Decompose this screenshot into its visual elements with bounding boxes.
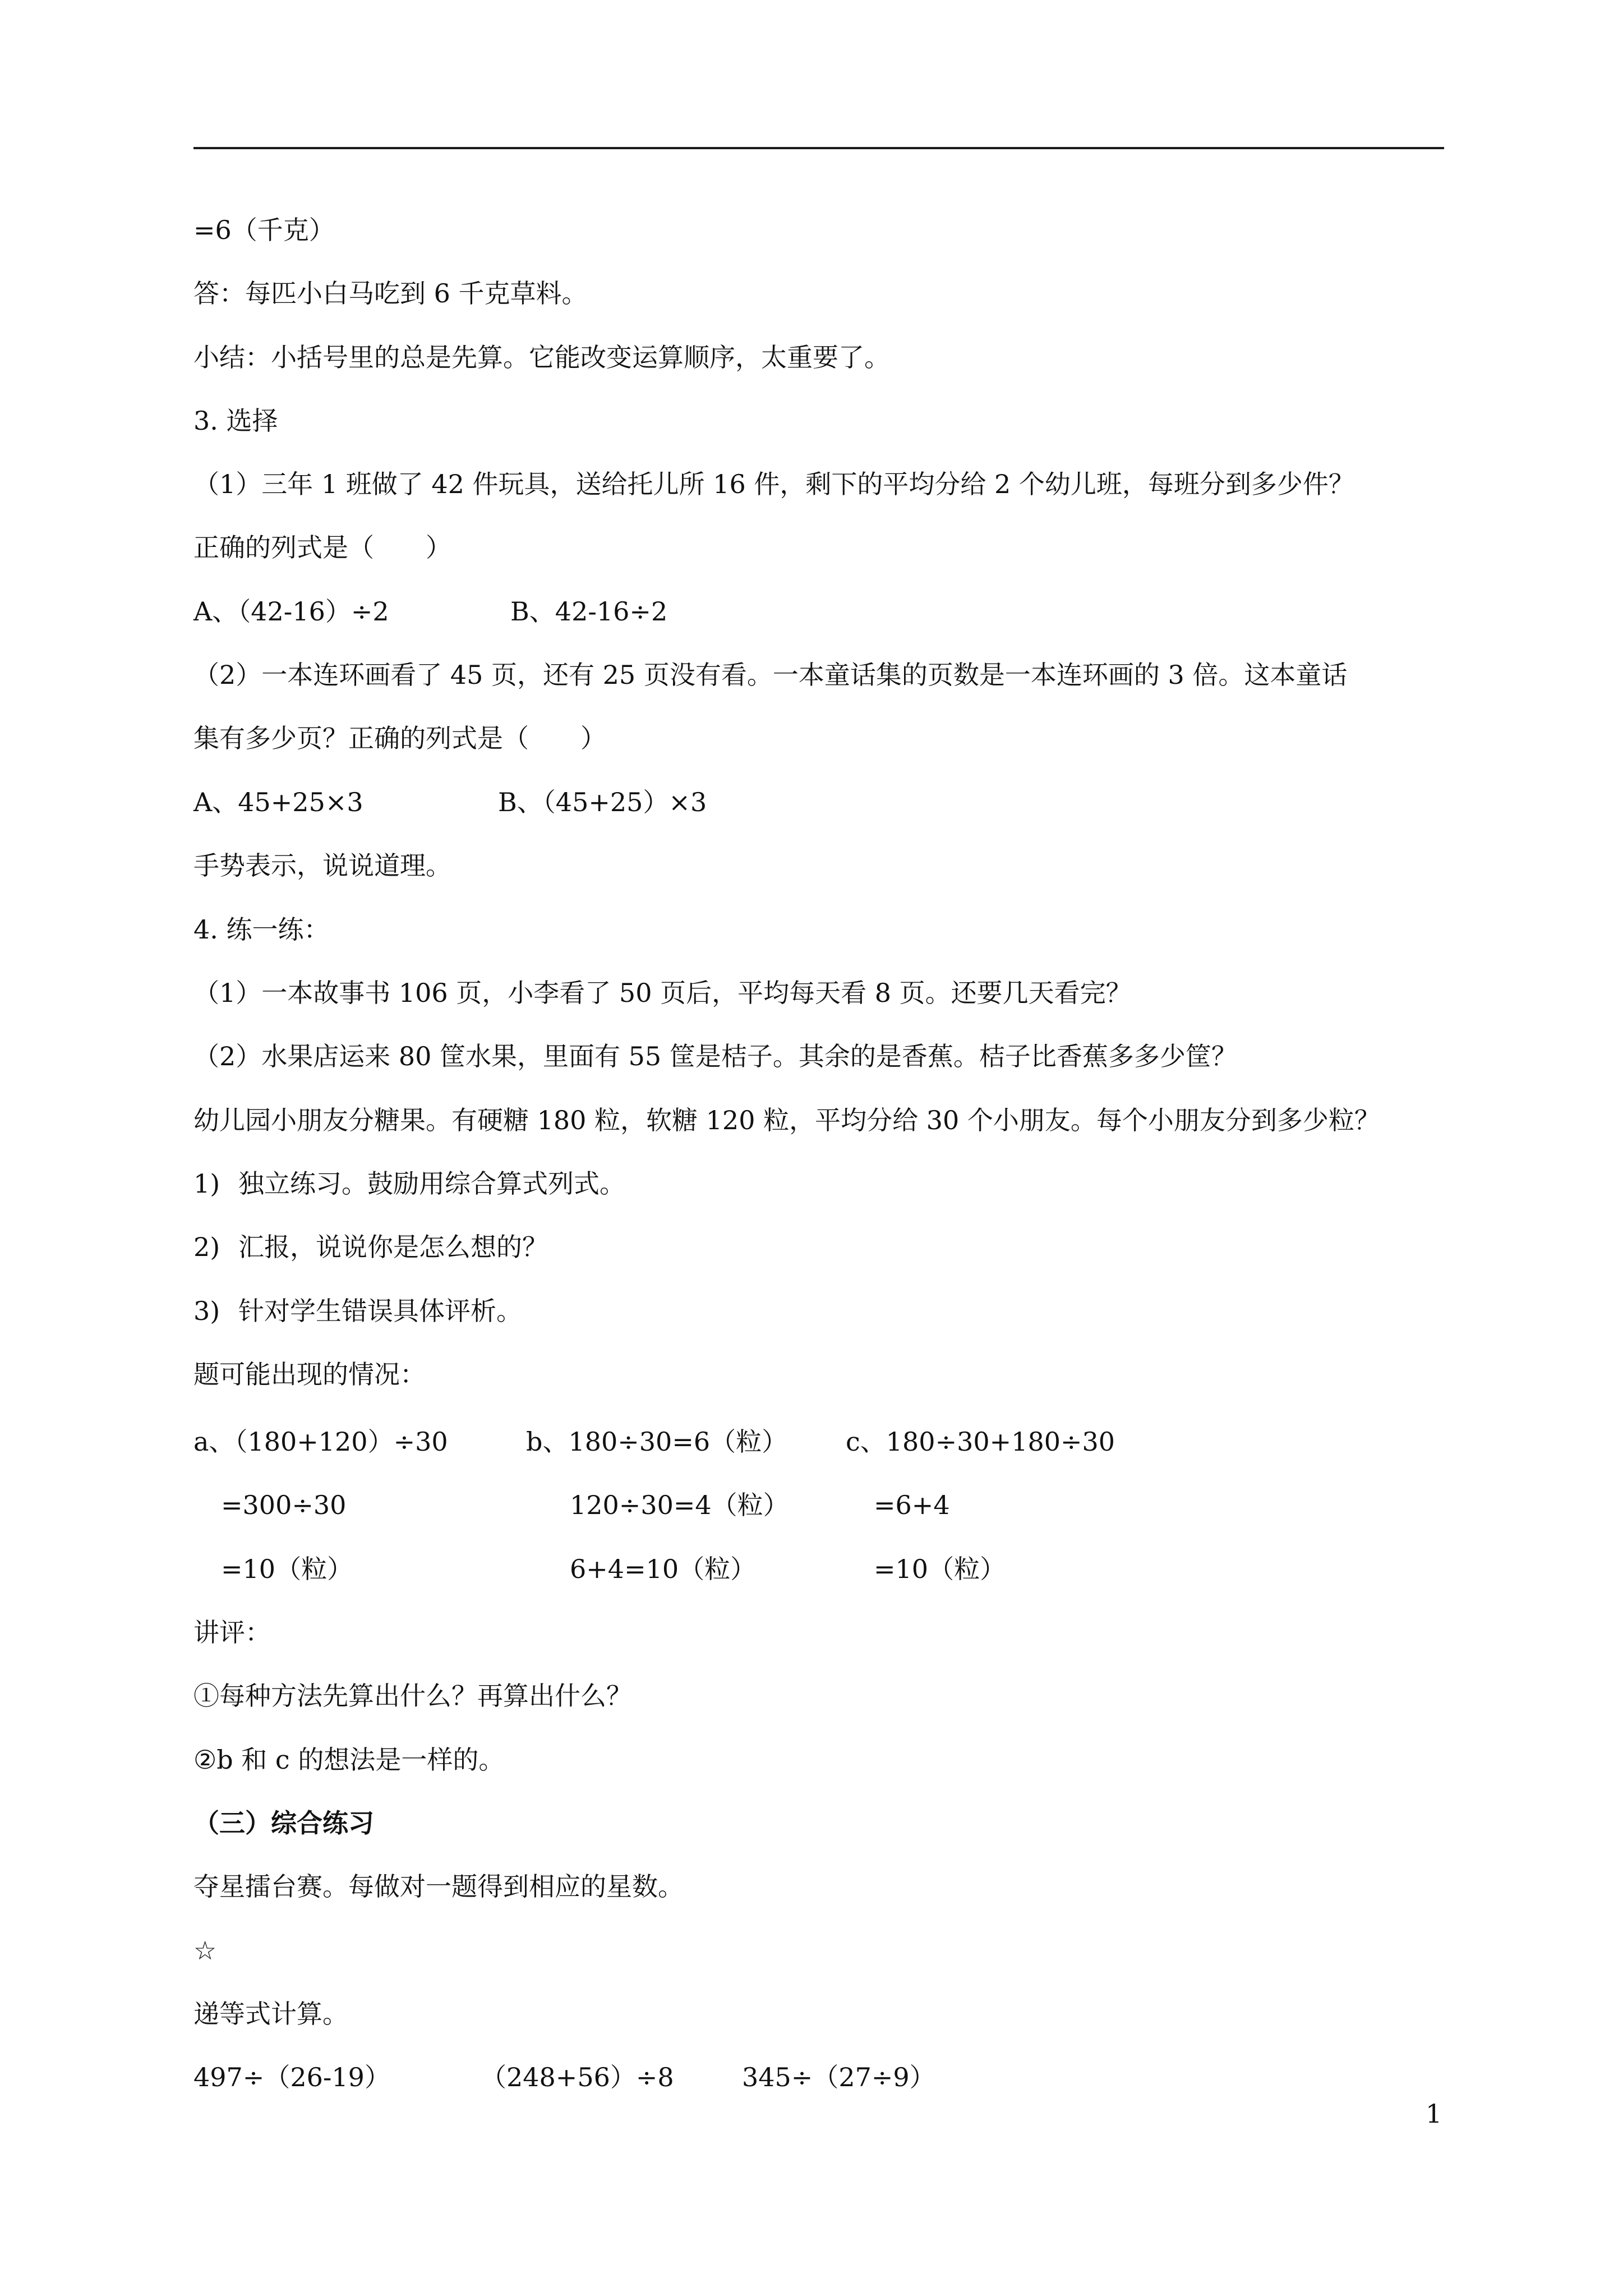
list-item-number: 2) <box>193 1232 220 1262</box>
calc-a-line2: =300÷30 <box>221 1490 347 1520</box>
text-line: =6（千克） <box>193 215 335 245</box>
list-item-number: 3) <box>193 1296 220 1326</box>
list-item-number: 1) <box>193 1168 220 1199</box>
question-text: 正确的列式是（ ） <box>193 532 451 563</box>
text-line: ①每种方法先算出什么？再算出什么？ <box>193 1681 632 1711</box>
list-item-text: 独立练习。鼓励用综合算式列式。 <box>238 1168 625 1199</box>
option-a: A、45+25×3 <box>193 787 363 817</box>
list-item <box>193 1230 548 1264</box>
text-line: 夺星擂台赛。每做对一题得到相应的星数。 <box>193 1871 684 1902</box>
section-heading: （三）综合练习 <box>193 1808 374 1838</box>
text-line: 讲评： <box>193 1617 271 1648</box>
page-number: 1 <box>1426 2099 1442 2129</box>
calc-c-line1: c、180÷30+180÷30 <box>846 1427 1115 1457</box>
list-item-text: 针对学生错误具体评析。 <box>238 1296 522 1326</box>
text-line: 递等式计算。 <box>193 1999 348 2029</box>
section-heading: 4. 练一练： <box>193 914 330 945</box>
calc-b-line3: 6+4=10（粒） <box>570 1554 757 1584</box>
option-a: A、（42-16）÷2 <box>193 596 389 627</box>
expression-2: （248+56）÷8 <box>481 2062 674 2092</box>
calc-b-line1: b、180÷30=6（粒） <box>526 1427 788 1457</box>
calc-a-line1: a、（180+120）÷30 <box>193 1427 448 1457</box>
star-icon: ☆ <box>193 1935 217 1966</box>
exercise-text: （1）一本故事书 106 页，小李看了 50 页后，平均每天看 8 页。还要几天看完？ <box>193 978 1132 1008</box>
exercise-text: 幼儿园小朋友分糖果。有硬糖 180 粒，软糖 120 粒，平均分给 30 个小朋友。每个小朋友分到多少粒？ <box>193 1105 1380 1135</box>
exercise-text: （2）水果店运来 80 筐水果，里面有 55 筐是桔子。其余的是香蕉。桔子比香蕉多多少筐？ <box>193 1041 1237 1071</box>
text-line: ②b 和 c 的想法是一样的。 <box>193 1745 505 1775</box>
list-item <box>193 1294 522 1328</box>
question-text: （1）三年 1 班做了 42 件玩具，送给托儿所 16 件，剩下的平均分给 2 个幼儿班，每班分到多少件？ <box>193 469 1354 499</box>
option-b: B、（45+25）×3 <box>498 787 707 817</box>
expression-1: 497÷（26-19） <box>193 2062 390 2092</box>
calc-a-line3: =10（粒） <box>221 1554 353 1584</box>
calc-b-line2: 120÷30=4（粒） <box>570 1490 789 1520</box>
question-text: 集有多少页？正确的列式是（ ） <box>193 723 606 753</box>
expression-3: 345÷（27÷9） <box>742 2062 935 2092</box>
list-item-text: 汇报，说说你是怎么想的？ <box>238 1232 548 1262</box>
text-line: 答：每匹小白马吃到 6 千克草料。 <box>193 278 588 309</box>
question-text: （2）一本连环画看了 45 页，还有 25 页没有看。一本童话集的页数是一本连环画的 3 倍。这本童话 <box>193 660 1348 690</box>
list-item <box>193 1167 625 1200</box>
option-b: B、42-16÷2 <box>510 596 668 627</box>
calc-c-line2: =6+4 <box>874 1490 950 1520</box>
header-rule <box>193 147 1444 149</box>
text-line: 题可能出现的情况： <box>193 1359 426 1389</box>
section-heading: 3. 选择 <box>193 406 278 436</box>
text-line: 小结：小括号里的总是先算。它能改变运算顺序，太重要了。 <box>193 342 890 372</box>
text-line: 手势表示，说说道理。 <box>193 850 451 881</box>
calc-c-line3: =10（粒） <box>874 1554 1006 1584</box>
